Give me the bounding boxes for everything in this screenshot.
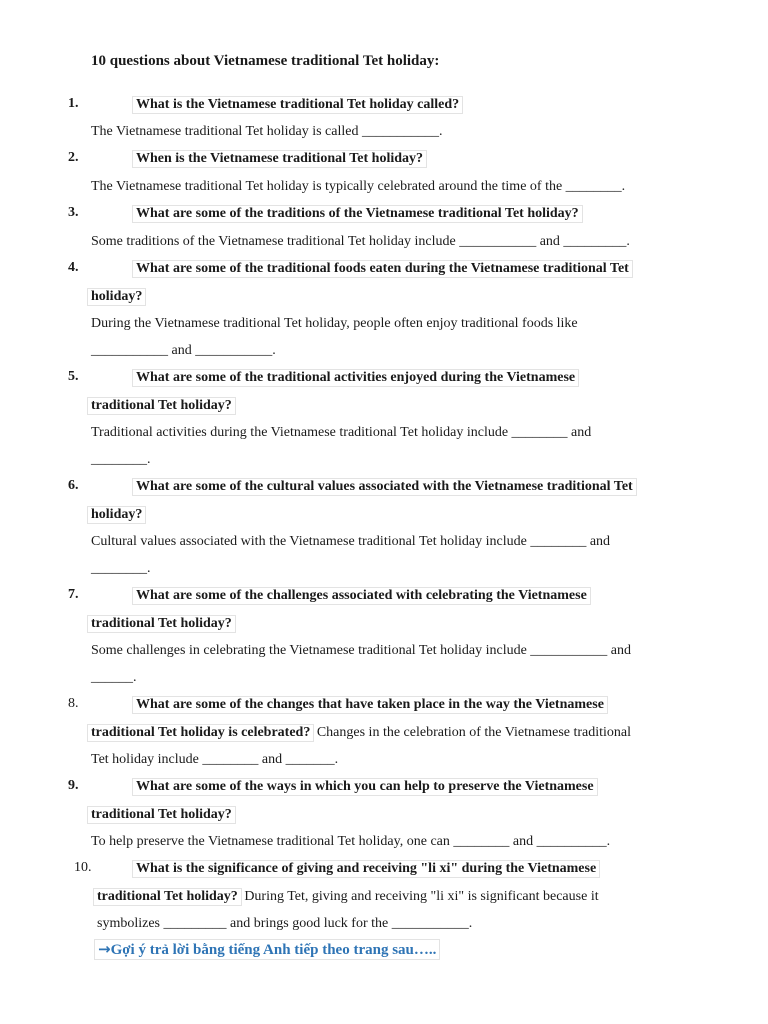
question-7-text-cont: traditional Tet holiday? bbox=[88, 616, 235, 632]
question-6-text: What are some of the cultural values associated with the Vietnamese traditional Tet bbox=[133, 479, 636, 495]
question-10-text: What is the significance of giving and receiving "li xi" during the Vietnamese bbox=[133, 861, 599, 877]
question-3-text: What are some of the traditions of the Vietnamese traditional Tet holiday? bbox=[133, 206, 582, 222]
answer-7-text-cont: ______. bbox=[91, 670, 137, 685]
question-2-number: 2. bbox=[68, 150, 79, 165]
question-6-number: 6. bbox=[68, 478, 79, 493]
answer-8-text: Changes in the celebration of the Vietnamese traditional bbox=[313, 725, 632, 740]
question-10-text-cont: traditional Tet holiday? bbox=[94, 889, 241, 905]
question-9-text: What are some of the ways in which you can help to preserve the Vietnamese bbox=[133, 779, 597, 795]
question-7-text: What are some of the challenges associated with celebrating the Vietnamese bbox=[133, 588, 590, 604]
question-8-text: What are some of the changes that have taken place in the way the Vietnamese bbox=[133, 697, 607, 713]
question-5-number: 5. bbox=[68, 369, 79, 384]
question-10-number: 10. bbox=[74, 860, 92, 875]
question-9-text-cont: traditional Tet holiday? bbox=[88, 807, 235, 823]
question-5-text: What are some of the traditional activities enjoyed during the Vietnamese bbox=[133, 370, 578, 386]
next-page-note-text: Gợi ý trả lời bằng tiếng Anh tiếp theo trang sau….. bbox=[110, 942, 437, 958]
question-2-text: When is the Vietnamese traditional Tet holiday? bbox=[133, 151, 426, 167]
question-4-number: 4. bbox=[68, 260, 79, 275]
answer-8-text-cont: Tet holiday include ________ and _______. bbox=[91, 752, 339, 767]
question-4-text: What are some of the traditional foods eaten during the Vietnamese traditional Tet bbox=[133, 261, 632, 277]
question-8-number: 8. bbox=[68, 696, 79, 711]
question-5-text-cont: traditional Tet holiday? bbox=[88, 398, 235, 414]
question-3-number: 3. bbox=[68, 205, 79, 220]
answer-6-text: Cultural values associated with the Vietnamese traditional Tet holiday include ________ and bbox=[91, 534, 611, 549]
answer-4-text: During the Vietnamese traditional Tet holiday, people often enjoy traditional foods like bbox=[91, 316, 578, 331]
answer-4-text-cont: ___________ and ___________. bbox=[91, 343, 276, 358]
answer-1-text: The Vietnamese traditional Tet holiday is called ___________. bbox=[91, 124, 443, 139]
question-1-number: 1. bbox=[68, 96, 79, 111]
answer-10-text-cont: symbolizes _________ and brings good luck for the ___________. bbox=[97, 916, 473, 931]
question-9-number: 9. bbox=[68, 778, 79, 793]
question-8-text-cont: traditional Tet holiday is celebrated? bbox=[88, 725, 313, 741]
document-title: 10 questions about Vietnamese traditional Tet holiday: bbox=[91, 53, 440, 69]
answer-3-text: Some traditions of the Vietnamese traditional Tet holiday include ___________ and _________. bbox=[91, 234, 630, 249]
answer-6-text-cont: ________. bbox=[91, 561, 151, 576]
answer-5-text: Traditional activities during the Vietnamese traditional Tet holiday include ________ and bbox=[91, 425, 592, 440]
answer-2-text: The Vietnamese traditional Tet holiday is typically celebrated around the time of the ________. bbox=[91, 179, 626, 194]
answer-9-text: To help preserve the Vietnamese traditional Tet holiday, one can ________ and __________. bbox=[91, 834, 611, 849]
answer-7-text: Some challenges in celebrating the Vietnamese traditional Tet holiday include ___________ and bbox=[91, 643, 632, 658]
answer-10-text: During Tet, giving and receiving "li xi" is significant because it bbox=[240, 889, 599, 904]
question-6-text-cont: holiday? bbox=[88, 507, 145, 523]
question-7-number: 7. bbox=[68, 587, 79, 602]
answer-5-text-cont: ________. bbox=[91, 452, 151, 467]
arrow-right-icon: → bbox=[98, 940, 111, 958]
question-4-text-cont: holiday? bbox=[88, 289, 145, 305]
next-page-note bbox=[95, 940, 439, 959]
question-1-text: What is the Vietnamese traditional Tet holiday called? bbox=[133, 97, 462, 113]
